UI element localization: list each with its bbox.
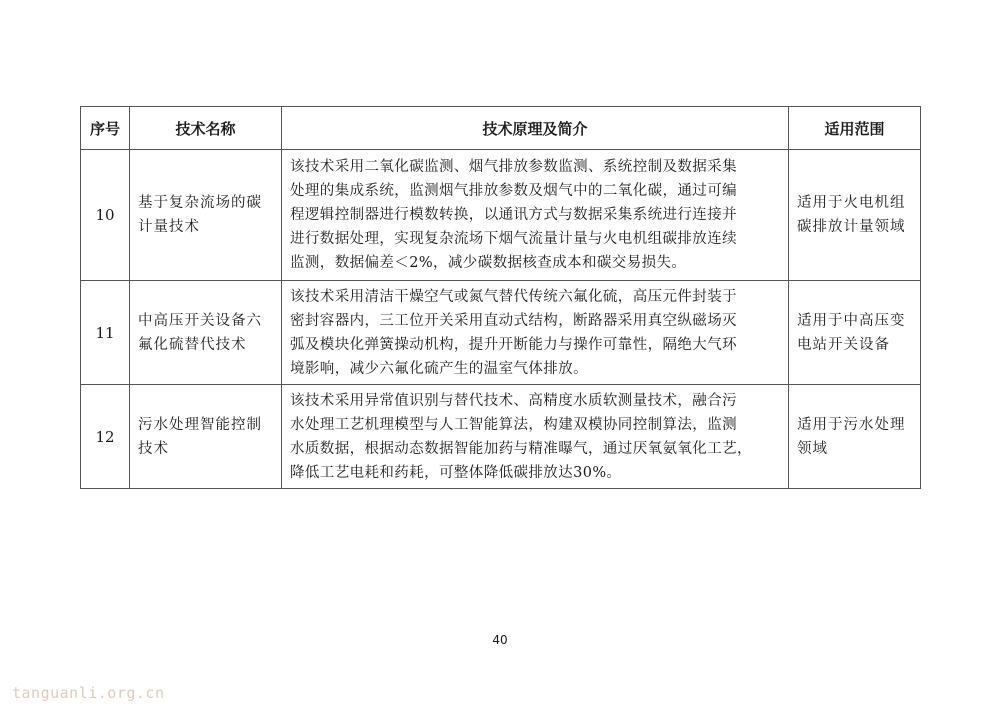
row-description xyxy=(282,281,789,385)
description-line: 进行数据处理，实现复杂流场下烟气流量计量与火电机组碳排放连续 xyxy=(290,231,737,247)
row-number: 10 xyxy=(81,150,130,281)
row-scope: 适用于火电机组碳排放计量领域 xyxy=(789,150,921,281)
row-number: 12 xyxy=(81,385,130,489)
description-line: 水处理工艺机理模型与人工智能算法，构建双模协同控制算法，监测 xyxy=(290,416,737,433)
row-tech-name: 基于复杂流场的碳计量技术 xyxy=(130,150,282,281)
description-line: 监测，数据偏差＜2%，减少碳数据核查成本和碳交易损失。 xyxy=(290,255,687,271)
description-line: 密封容器内，三工位开关采用直动式结构，断路器采用真空纵磁场灭 xyxy=(290,312,737,329)
description-line: 程逻辑控制器进行模数转换，以通讯方式与数据采集系统进行连接并 xyxy=(290,207,737,223)
description-line: 境影响，减少六氟化硫产生的温室气体排放。 xyxy=(290,360,588,377)
description-line: 水质数据，根据动态数据智能加药与精准曝气，通过厌氧氨氧化工艺， xyxy=(290,440,752,457)
row-description xyxy=(282,385,789,489)
row-number: 11 xyxy=(81,281,130,385)
technology-table xyxy=(80,106,921,489)
table-row xyxy=(81,150,921,281)
description-line: 降低工艺电耗和药耗，可整体降低碳排放达30%。 xyxy=(290,464,622,481)
header-principle-intro: 技术原理及简介 xyxy=(282,107,789,150)
row-tech-name: 中高压开关设备六氟化硫替代技术 xyxy=(130,281,282,385)
page-number: 40 xyxy=(492,633,508,647)
watermark: tanguanli.org.cn xyxy=(12,684,165,702)
table-header-row xyxy=(81,107,921,150)
row-scope: 适用于污水处理领域 xyxy=(789,385,921,489)
description-line: 该技术采用异常值识别与替代技术、高精度水质软测量技术，融合污 xyxy=(290,392,737,409)
header-serial-number: 序号 xyxy=(81,107,130,150)
table-row xyxy=(81,385,921,489)
row-description xyxy=(282,150,789,281)
header-tech-name: 技术名称 xyxy=(130,107,282,150)
description-line: 处理的集成系统，监测烟气排放参数及烟气中的二氧化碳，通过可编 xyxy=(290,183,737,199)
description-line: 该技术采用清洁干燥空气或氮气替代传统六氟化硫，高压元件封装于 xyxy=(290,288,737,305)
description-line: 弧及模块化弹簧操动机构，提升开断能力与操作可靠性，隔绝大气环 xyxy=(290,336,737,353)
table-row xyxy=(81,281,921,385)
header-scope: 适用范围 xyxy=(789,107,921,150)
row-tech-name: 污水处理智能控制技术 xyxy=(130,385,282,489)
description-line: 该技术采用二氧化碳监测、烟气排放参数监测、系统控制及数据采集 xyxy=(290,159,737,175)
row-scope: 适用于中高压变电站开关设备 xyxy=(789,281,921,385)
